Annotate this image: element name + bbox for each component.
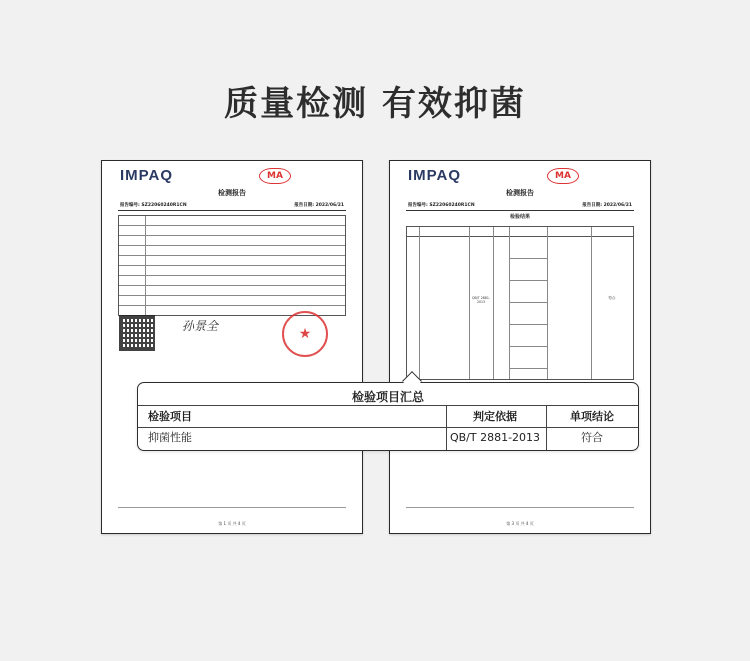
column-divider [446,405,447,450]
report-page-3 [389,160,651,534]
report-date: 报告日期: 2022/06/21 [294,203,344,208]
verdict-text: 符合 [608,296,616,300]
grid-row [119,256,345,266]
header-rule [406,210,634,211]
page-number: 第 1 页 共 4 页 [218,521,246,526]
grid-row [119,226,345,236]
summary-table [138,405,638,450]
table-row [509,280,547,303]
grid-row [119,286,345,296]
seal-star-icon: ★ [298,326,312,342]
grid-row [119,246,345,256]
sample-info-grid [118,215,346,316]
grid-row [119,296,345,306]
report-title: 检测报告 [506,189,534,197]
header-test-item: 检验项目 [148,410,192,423]
report-date: 报告日期: 2022/06/21 [582,203,632,208]
table-row [509,302,547,325]
qr-code-icon [119,315,155,351]
report-page-1 [101,160,363,534]
summary-header-row [138,405,638,428]
grid-row [119,236,345,246]
cma-mark-icon: MA [259,168,291,184]
report-number: 报告编号: SZ22060240R1CN [120,203,187,208]
summary-title: 检验项目汇总 [351,390,424,404]
footer-rule [118,507,346,508]
cell-conclusion: 符合 [581,431,603,444]
header-rule [118,210,346,211]
header-conclusion: 单项结论 [570,410,614,423]
page-number: 第 3 页 共 4 页 [506,521,534,526]
summary-callout [137,382,639,451]
method-text: QB/T 2881-2013 [472,296,490,304]
report-title: 检测报告 [218,189,246,197]
impaq-logo: IMPAQ [408,167,462,184]
result-section-title: 检验结果 [509,214,530,220]
header-standard: 判定依据 [473,410,517,423]
footer-rule [406,507,634,508]
result-table-body [407,236,633,379]
table-row [138,427,638,448]
signature: 孙景全 [182,319,219,333]
result-table [406,226,634,380]
table-row [509,236,547,259]
grid-row [119,266,345,276]
cma-mark-icon: MA [547,168,579,184]
grid-row [119,276,345,286]
column-divider [546,405,547,450]
table-row [509,258,547,281]
table-row [509,324,547,347]
report-number: 报告编号: SZ22060240R1CN [408,203,475,208]
grid-row [119,216,345,226]
cell-standard: QB/T 2881-2013 [449,431,541,444]
table-row [509,346,547,369]
impaq-logo: IMPAQ [120,167,174,184]
cell-test-item: 抑菌性能 [148,431,192,444]
page-headline: 质量检测 有效抑菌 [224,84,526,124]
official-seal-icon [282,311,328,357]
